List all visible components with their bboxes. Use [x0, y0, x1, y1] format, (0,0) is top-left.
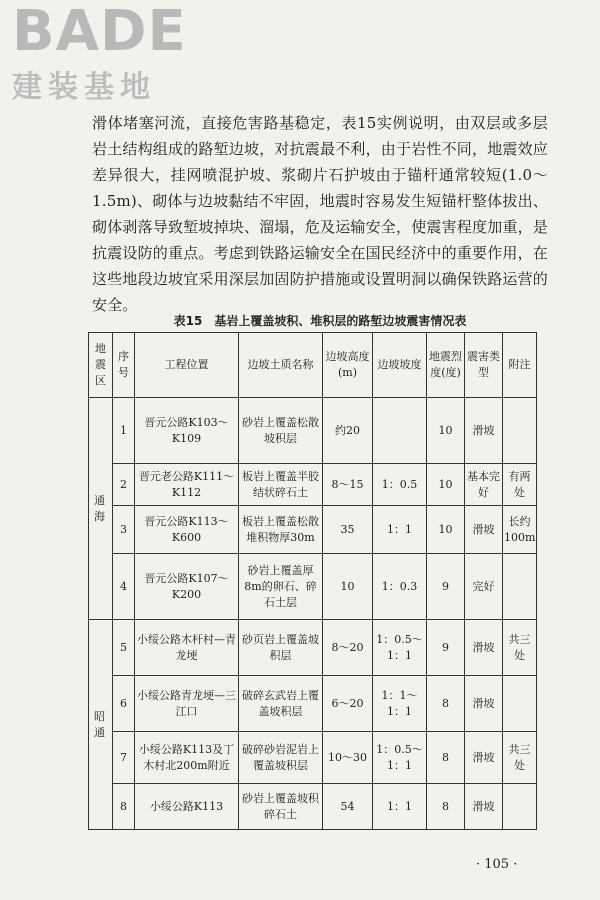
cell-location: 晋元公路K107～K200: [135, 554, 239, 620]
cell-slope: 1：0.5～1：1: [373, 732, 427, 784]
cell-soil: 板岩上覆盖松散堆积物厚30m: [239, 506, 323, 554]
cell-soil: 砂岩上覆盖厚8m的卵石、碎石土层: [239, 554, 323, 620]
cell-damage: 完好: [465, 554, 503, 620]
cell-location: 小绥公路K113: [135, 784, 239, 830]
cell-no: 5: [113, 620, 135, 676]
cell-intensity: 9: [427, 620, 465, 676]
cell-no: 7: [113, 732, 135, 784]
cell-no: 3: [113, 506, 135, 554]
col-header-soil: 边坡土质名称: [239, 333, 323, 398]
cell-intensity: 8: [427, 732, 465, 784]
cell-slope: 1：0.5～1：1: [373, 620, 427, 676]
cell-note: 长约100m: [503, 506, 537, 554]
cell-height: 6～20: [323, 676, 373, 732]
cell-slope: 1：1: [373, 506, 427, 554]
cell-soil: 板岩上覆盖半胶结状碎石土: [239, 464, 323, 506]
cell-slope: [373, 398, 427, 464]
cell-slope: 1：0.3: [373, 554, 427, 620]
cell-damage: 滑坡: [465, 676, 503, 732]
col-header-note: 附注: [503, 333, 537, 398]
cell-no: 8: [113, 784, 135, 830]
cell-location: 晋元公路K113～K600: [135, 506, 239, 554]
cell-intensity: 10: [427, 464, 465, 506]
cell-location: 小绥公路木杆村—青龙埂: [135, 620, 239, 676]
table-caption: 表15 基岩上覆盖坡积、堆积层的路堑边坡震害情况表: [173, 314, 467, 328]
table-header-row: [89, 333, 537, 398]
cell-soil: 砂岩上覆盖松散坡积层: [239, 398, 323, 464]
cell-note: [503, 676, 537, 732]
cell-intensity: 10: [427, 398, 465, 464]
logo: [12, 0, 187, 106]
cell-intensity: 8: [427, 676, 465, 732]
cell-intensity: 9: [427, 554, 465, 620]
page-number: · 105 ·: [476, 857, 518, 872]
cell-height: 8～15: [323, 464, 373, 506]
cell-damage: 滑坡: [465, 732, 503, 784]
table-row: [89, 506, 537, 554]
cell-damage: 滑坡: [465, 506, 503, 554]
cell-height: 约20: [323, 398, 373, 464]
col-header-slope: 边坡坡度: [373, 333, 427, 398]
cell-intensity: 8: [427, 784, 465, 830]
paragraph-text: 滑体堵塞河流，直接危害路基稳定，表15实例说明，由双层或多层岩土结构组成的路堑边坡，对抗震最不利，由于岩性不同，地震效应差异很大，挂网喷混护坡、浆砌片石护坡由于锚杆通常较短(1.0～1.5m)、砌体与边坡黏结不牢固，地震时容易发生短锚杆整体拔出、砌体剥落导致堑坡掉块、溜塌，危及运输安全，使震害程度加重，是抗震设防的重点。考虑到铁路运输安全在国民经济中的重要作用，在这些地段边坡宜采用深层加固防护措施或设置明洞以确保铁路运营的安全。: [92, 114, 549, 314]
cell-note: 共三处: [503, 620, 537, 676]
col-header-damage: 震害类型: [465, 333, 503, 398]
cell-note: 有两处: [503, 464, 537, 506]
cell-location: 晋元公路K103～K109: [135, 398, 239, 464]
cell-soil: 砂页岩上覆盖坡积层: [239, 620, 323, 676]
logo-wordmark: BADE: [12, 0, 187, 64]
body-paragraph: [92, 110, 548, 318]
cell-damage: 滑坡: [465, 620, 503, 676]
table-row: [89, 620, 537, 676]
col-header-location: 工程位置: [135, 333, 239, 398]
cell-height: 35: [323, 506, 373, 554]
cell-soil: 砂岩上覆盖坡积碎石土: [239, 784, 323, 830]
cell-slope: 1：0.5: [373, 464, 427, 506]
region-cell-tonghai: 通海: [89, 398, 113, 620]
cell-intensity: 10: [427, 506, 465, 554]
cell-slope: 1：1～1：1: [373, 676, 427, 732]
col-header-intensity: 地震烈度(度): [427, 333, 465, 398]
col-header-region: 地震区: [89, 333, 113, 398]
cell-damage: 滑坡: [465, 784, 503, 830]
table-row: [89, 676, 537, 732]
damage-table: [88, 332, 537, 830]
cell-no: 6: [113, 676, 135, 732]
logo-subtitle: 建装基地: [12, 70, 156, 105]
cell-no: 1: [113, 398, 135, 464]
cell-location: 晋元老公路K111～K112: [135, 464, 239, 506]
table-row: [89, 554, 537, 620]
cell-note: [503, 398, 537, 464]
cell-location: 小绥公路青龙埂—三江口: [135, 676, 239, 732]
cell-height: 10～30: [323, 732, 373, 784]
table-row: [89, 398, 537, 464]
cell-height: 8～20: [323, 620, 373, 676]
cell-height: 54: [323, 784, 373, 830]
cell-slope: 1：1: [373, 784, 427, 830]
cell-note: 共三处: [503, 732, 537, 784]
table-row: [89, 784, 537, 830]
cell-no: 2: [113, 464, 135, 506]
col-header-no: 序号: [113, 333, 135, 398]
col-header-height: 边坡高度(m): [323, 333, 373, 398]
cell-note: [503, 554, 537, 620]
cell-location: 小绥公路K113及丁木村北200m附近: [135, 732, 239, 784]
cell-note: [503, 784, 537, 830]
cell-damage: 滑坡: [465, 398, 503, 464]
cell-soil: 破碎玄武岩上覆盖坡积层: [239, 676, 323, 732]
region-cell-zhaotong: 昭通: [89, 620, 113, 830]
cell-no: 4: [113, 554, 135, 620]
cell-height: 10: [323, 554, 373, 620]
cell-damage: 基本完好: [465, 464, 503, 506]
table-row: [89, 732, 537, 784]
cell-soil: 破碎砂岩泥岩上覆盖坡积层: [239, 732, 323, 784]
table-row: [89, 464, 537, 506]
